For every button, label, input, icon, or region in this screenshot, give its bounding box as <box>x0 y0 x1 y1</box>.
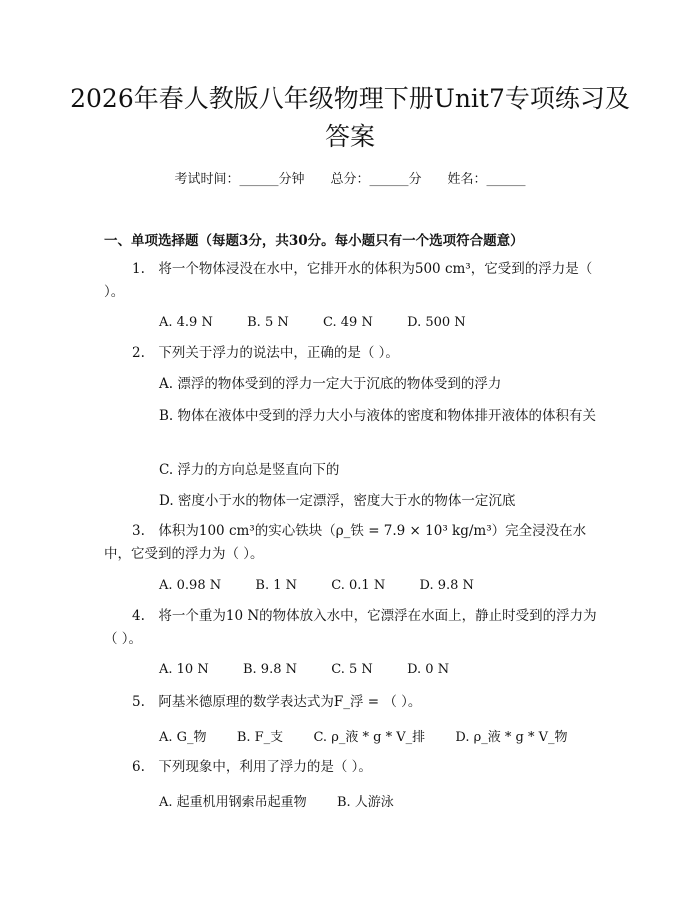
option: D. 9.8 N <box>419 578 474 593</box>
option: C. 5 N <box>331 662 373 677</box>
option: D. ρ_液 * g * V_物 <box>455 730 568 745</box>
option: D. 密度小于水的物体一定漂浮，密度大于水的物体一定沉底 <box>159 493 516 509</box>
option: A. 漂浮的物体受到的浮力一定大于沉底的物体受到的浮力 <box>159 376 502 392</box>
question-3: 3. 体积为100 cm³的实心铁块（ρ_铁 = 7.9 × 10³ kg/m³）完全浸没在水中，它受到的浮力为（ ）。 <box>104 523 587 562</box>
option: B. 1 N <box>255 578 297 593</box>
option: C. 49 N <box>323 315 373 330</box>
option: C. 浮力的方向总是竖直向下的 <box>159 462 340 478</box>
document-title: 2026年春人教版八年级物理下册Unit7专项练习及答案 <box>70 84 630 151</box>
question-1-options <box>159 315 466 330</box>
option: A. 起重机用钢索吊起重物 <box>159 795 307 810</box>
question-2: 2. 下列关于浮力的说法中，正确的是（ ）。 <box>132 345 399 361</box>
option: B. F_支 <box>236 730 284 745</box>
student-name: 姓名：______ <box>447 172 526 187</box>
exam-meta <box>0 168 700 187</box>
option: B. 物体在液体中受到的浮力大小与液体的密度和物体排开液体的体积有关 <box>159 408 597 424</box>
question-4-options <box>159 662 449 677</box>
question-3-options <box>159 578 474 593</box>
option: B. 5 N <box>247 315 289 330</box>
option: B. 9.8 N <box>242 662 297 677</box>
option: D. 500 N <box>407 315 466 330</box>
exam-time: 考试时间：______分钟 <box>174 172 305 187</box>
question-4: 4. 将一个重为10 N的物体放入水中，它漂浮在水面上，静止时受到的浮力为（ ）。 <box>104 608 597 647</box>
question-5: 5. 阿基米德原理的数学表达式为F_浮 = （ ）。 <box>132 694 422 710</box>
option: A. G_物 <box>159 730 207 745</box>
option: C. ρ_液 * g * V_排 <box>313 730 426 745</box>
option: D. 0 N <box>407 662 450 677</box>
question-6-options <box>159 791 394 810</box>
question-5-options <box>159 726 567 745</box>
exam-score: 总分：______分 <box>330 172 422 187</box>
question-1: 1. 将一个物体浸没在水中，它排开水的体积为500 cm³，它受到的浮力是（ ）。 <box>104 261 593 300</box>
option: A. 10 N <box>159 662 209 677</box>
section-heading: 一、单项选择题（每题3分，共30分。每小题只有一个选项符合题意） <box>104 233 524 249</box>
option: C. 0.1 N <box>331 578 386 593</box>
option: A. 0.98 N <box>159 578 222 593</box>
option: B. 人游泳 <box>336 795 394 810</box>
option: A. 4.9 N <box>159 315 213 330</box>
question-6: 6. 下列现象中，利用了浮力的是（ ）。 <box>132 759 372 775</box>
